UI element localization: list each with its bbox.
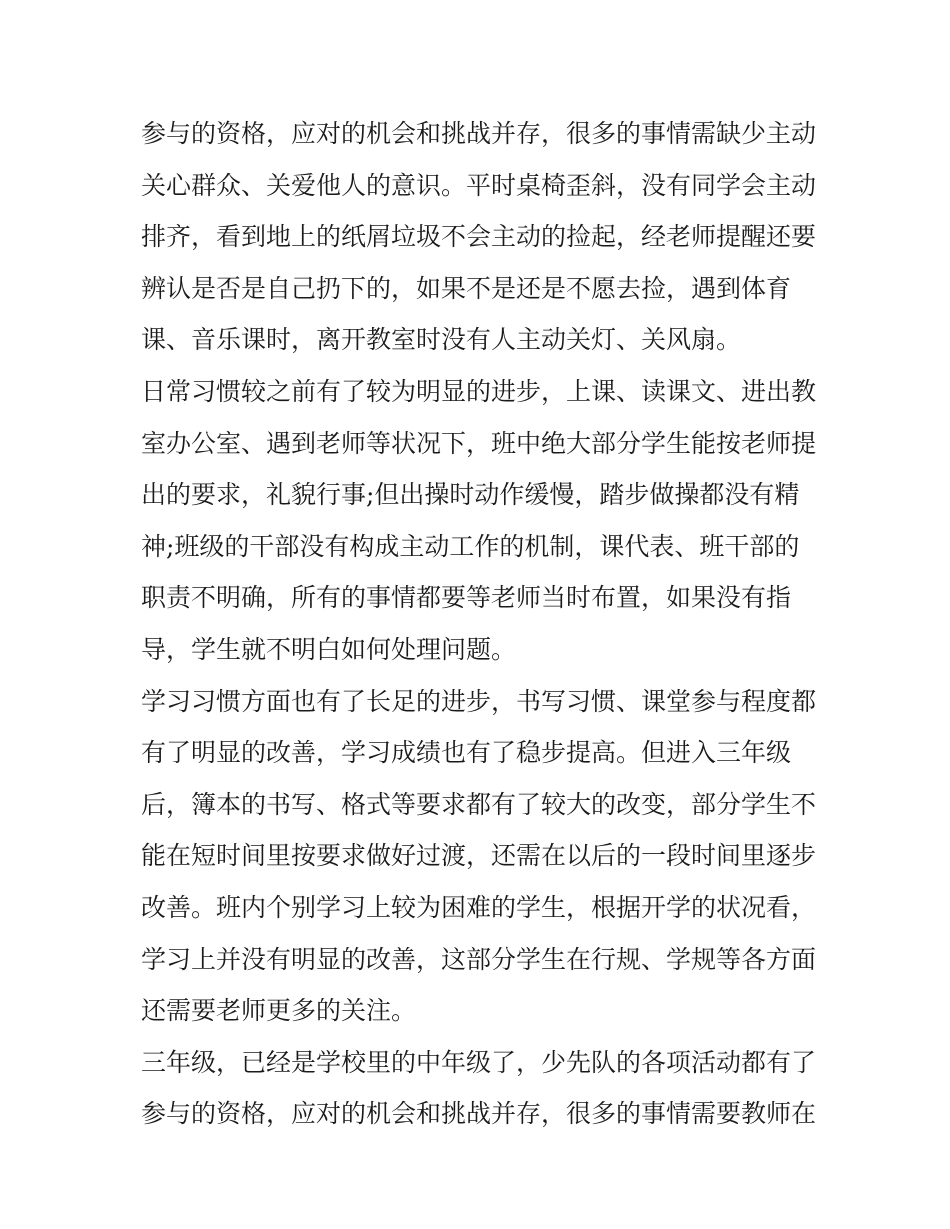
text-line: 辨认是否是自己扔下的，如果不是还是不愿去捡，遇到体育 <box>141 273 792 303</box>
text-line: 能在短时间里按要求做好过渡，还需在以后的一段时间里逐步 <box>141 841 817 871</box>
text-line: 职责不明确，所有的事情都要等老师当时布置，如果没有指 <box>141 583 792 613</box>
text-line: 导，学生就不明白如何处理问题。 <box>141 634 517 664</box>
text-line: 学习上并没有明显的改善，这部分学生在行规、学规等各方面 <box>141 944 817 974</box>
text-line: 三年级，已经是学校里的中年级了，少先队的各项活动都有了 <box>141 1047 817 1077</box>
text-line: 出的要求，礼貌行事;但出操时动作缓慢，踏步做操都没有精 <box>141 480 800 510</box>
text-line: 还需要老师更多的关注。 <box>141 996 417 1026</box>
text-line: 排齐，看到地上的纸屑垃圾不会主动的捡起，经老师提醒还要 <box>141 222 817 252</box>
text-line: 有了明显的改善，学习成绩也有了稳步提高。但进入三年级 <box>141 738 792 768</box>
text-line: 学习习惯方面也有了长足的进步，书写习惯、课堂参与程度都 <box>141 686 817 716</box>
text-line: 参与的资格，应对的机会和挑战并存，很多的事情需要教师在 <box>141 1099 817 1129</box>
document-body-text <box>141 108 841 1140</box>
text-line: 日常习惯较之前有了较为明显的进步，上课、读课文、进出教 <box>141 376 817 406</box>
text-line: 室办公室、遇到老师等状况下，班中绝大部分学生能按老师提 <box>141 428 817 458</box>
text-line: 参与的资格，应对的机会和挑战并存，很多的事情需缺少主动 <box>141 119 817 148</box>
text-line: 改善。班内个别学习上较为困难的学生，根据开学的状况看， <box>141 892 817 922</box>
text-line: 神;班级的干部没有构成主动工作的机制，课代表、班干部的 <box>141 531 800 561</box>
text-line: 课、音乐课时，离开教室时没有人主动关灯、关风扇。 <box>141 325 742 355</box>
text-line: 后，簿本的书写、格式等要求都有了较大的改变，部分学生不 <box>141 789 817 819</box>
text-line: 关心群众、关爱他人的意识。平时桌椅歪斜，没有同学会主动 <box>141 170 817 200</box>
